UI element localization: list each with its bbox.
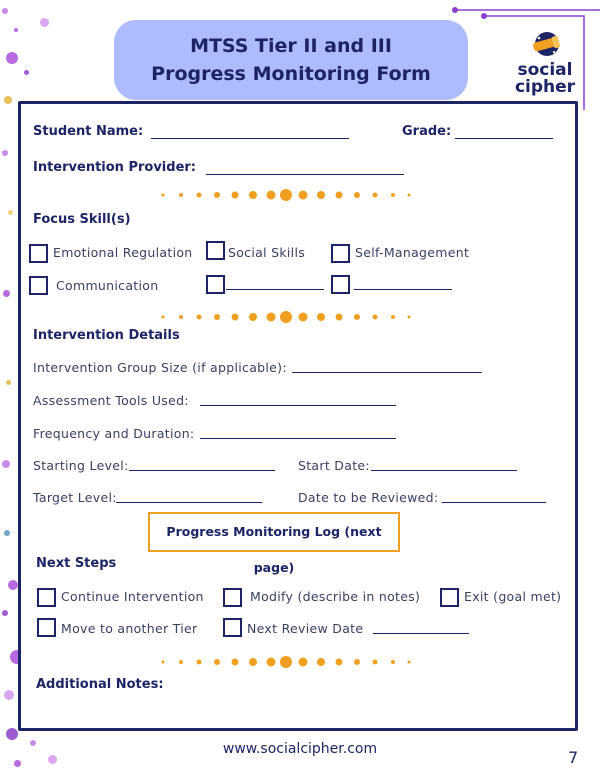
other-skill-checkbox-1[interactable]	[206, 275, 225, 294]
modify-label: Modify (describe in notes)	[250, 589, 421, 604]
other-skill-field-2[interactable]	[354, 289, 452, 290]
self-management-label: Self-Management	[355, 245, 470, 260]
emotional-regulation-checkbox[interactable]	[29, 244, 48, 263]
assessment-tools-label: Assessment Tools Used:	[33, 393, 189, 408]
next-review-date-label: Next Review Date	[247, 621, 364, 636]
continue-intervention-checkbox[interactable]	[37, 588, 56, 607]
emotional-regulation-label: Emotional Regulation	[53, 245, 193, 260]
group-size-field[interactable]	[292, 372, 482, 373]
start-date-label: Start Date:	[298, 458, 370, 473]
assessment-tools-field[interactable]	[200, 405, 396, 406]
student-name-field[interactable]	[151, 138, 349, 139]
continue-intervention-label: Continue Intervention	[61, 589, 204, 604]
start-date-field[interactable]	[371, 470, 517, 471]
page-title	[114, 20, 468, 100]
date-to-be-reviewed-field[interactable]	[442, 502, 546, 503]
social-cipher-logo	[505, 30, 585, 100]
other-skill-checkbox-2[interactable]	[331, 275, 350, 294]
page-number: 7	[568, 748, 579, 767]
form-container	[18, 101, 578, 731]
exit-goal-met-checkbox[interactable]	[440, 588, 459, 607]
dot-divider	[161, 655, 411, 669]
frequency-duration-field[interactable]	[200, 438, 396, 439]
social-skills-label: Social Skills	[228, 245, 306, 260]
focus-skills-heading: Focus Skill(s)	[33, 212, 131, 227]
next-review-date-field[interactable]	[373, 633, 469, 634]
intervention-provider-field[interactable]	[206, 174, 404, 175]
date-to-be-reviewed-label: Date to be Reviewed:	[298, 490, 439, 505]
dot-divider	[161, 188, 411, 202]
target-level-field[interactable]	[116, 502, 262, 503]
title-line-2: Progress Monitoring Form	[151, 63, 431, 85]
telescope-icon	[525, 30, 565, 60]
group-size-label: Intervention Group Size (if applicable):	[33, 360, 287, 375]
modify-checkbox[interactable]	[223, 588, 242, 607]
next-review-date-checkbox[interactable]	[223, 618, 242, 637]
student-name-label: Student Name:	[33, 124, 144, 139]
self-management-checkbox[interactable]	[331, 244, 350, 263]
progress-monitoring-log-button[interactable]: Progress Monitoring Log (next page)	[148, 512, 400, 552]
starting-level-field[interactable]	[129, 470, 275, 471]
additional-notes-heading: Additional Notes:	[36, 677, 164, 692]
grade-field[interactable]	[455, 138, 553, 139]
move-tier-label: Move to another Tier	[61, 621, 198, 636]
communication-checkbox[interactable]	[29, 276, 48, 295]
frequency-duration-label: Frequency and Duration:	[33, 426, 195, 441]
target-level-label: Target Level:	[33, 490, 117, 505]
dot-divider	[161, 310, 411, 324]
social-skills-checkbox[interactable]	[206, 241, 225, 260]
communication-label: Communication	[56, 278, 159, 293]
logo-text-cipher: cipher	[514, 77, 576, 97]
other-skill-field-1[interactable]	[226, 289, 324, 290]
intervention-provider-label: Intervention Provider:	[33, 160, 196, 175]
intervention-details-heading: Intervention Details	[33, 328, 180, 343]
grade-label: Grade:	[402, 124, 452, 139]
starting-level-label: Starting Level:	[33, 458, 129, 473]
move-tier-checkbox[interactable]	[37, 618, 56, 637]
next-steps-heading: Next Steps	[36, 556, 117, 571]
additional-notes-area[interactable]	[33, 699, 559, 719]
footer-website[interactable]: www.socialcipher.com	[222, 741, 378, 757]
exit-goal-met-label: Exit (goal met)	[464, 589, 562, 604]
title-line-1: MTSS Tier II and III	[190, 35, 392, 57]
logo-text-social: social	[517, 60, 573, 80]
